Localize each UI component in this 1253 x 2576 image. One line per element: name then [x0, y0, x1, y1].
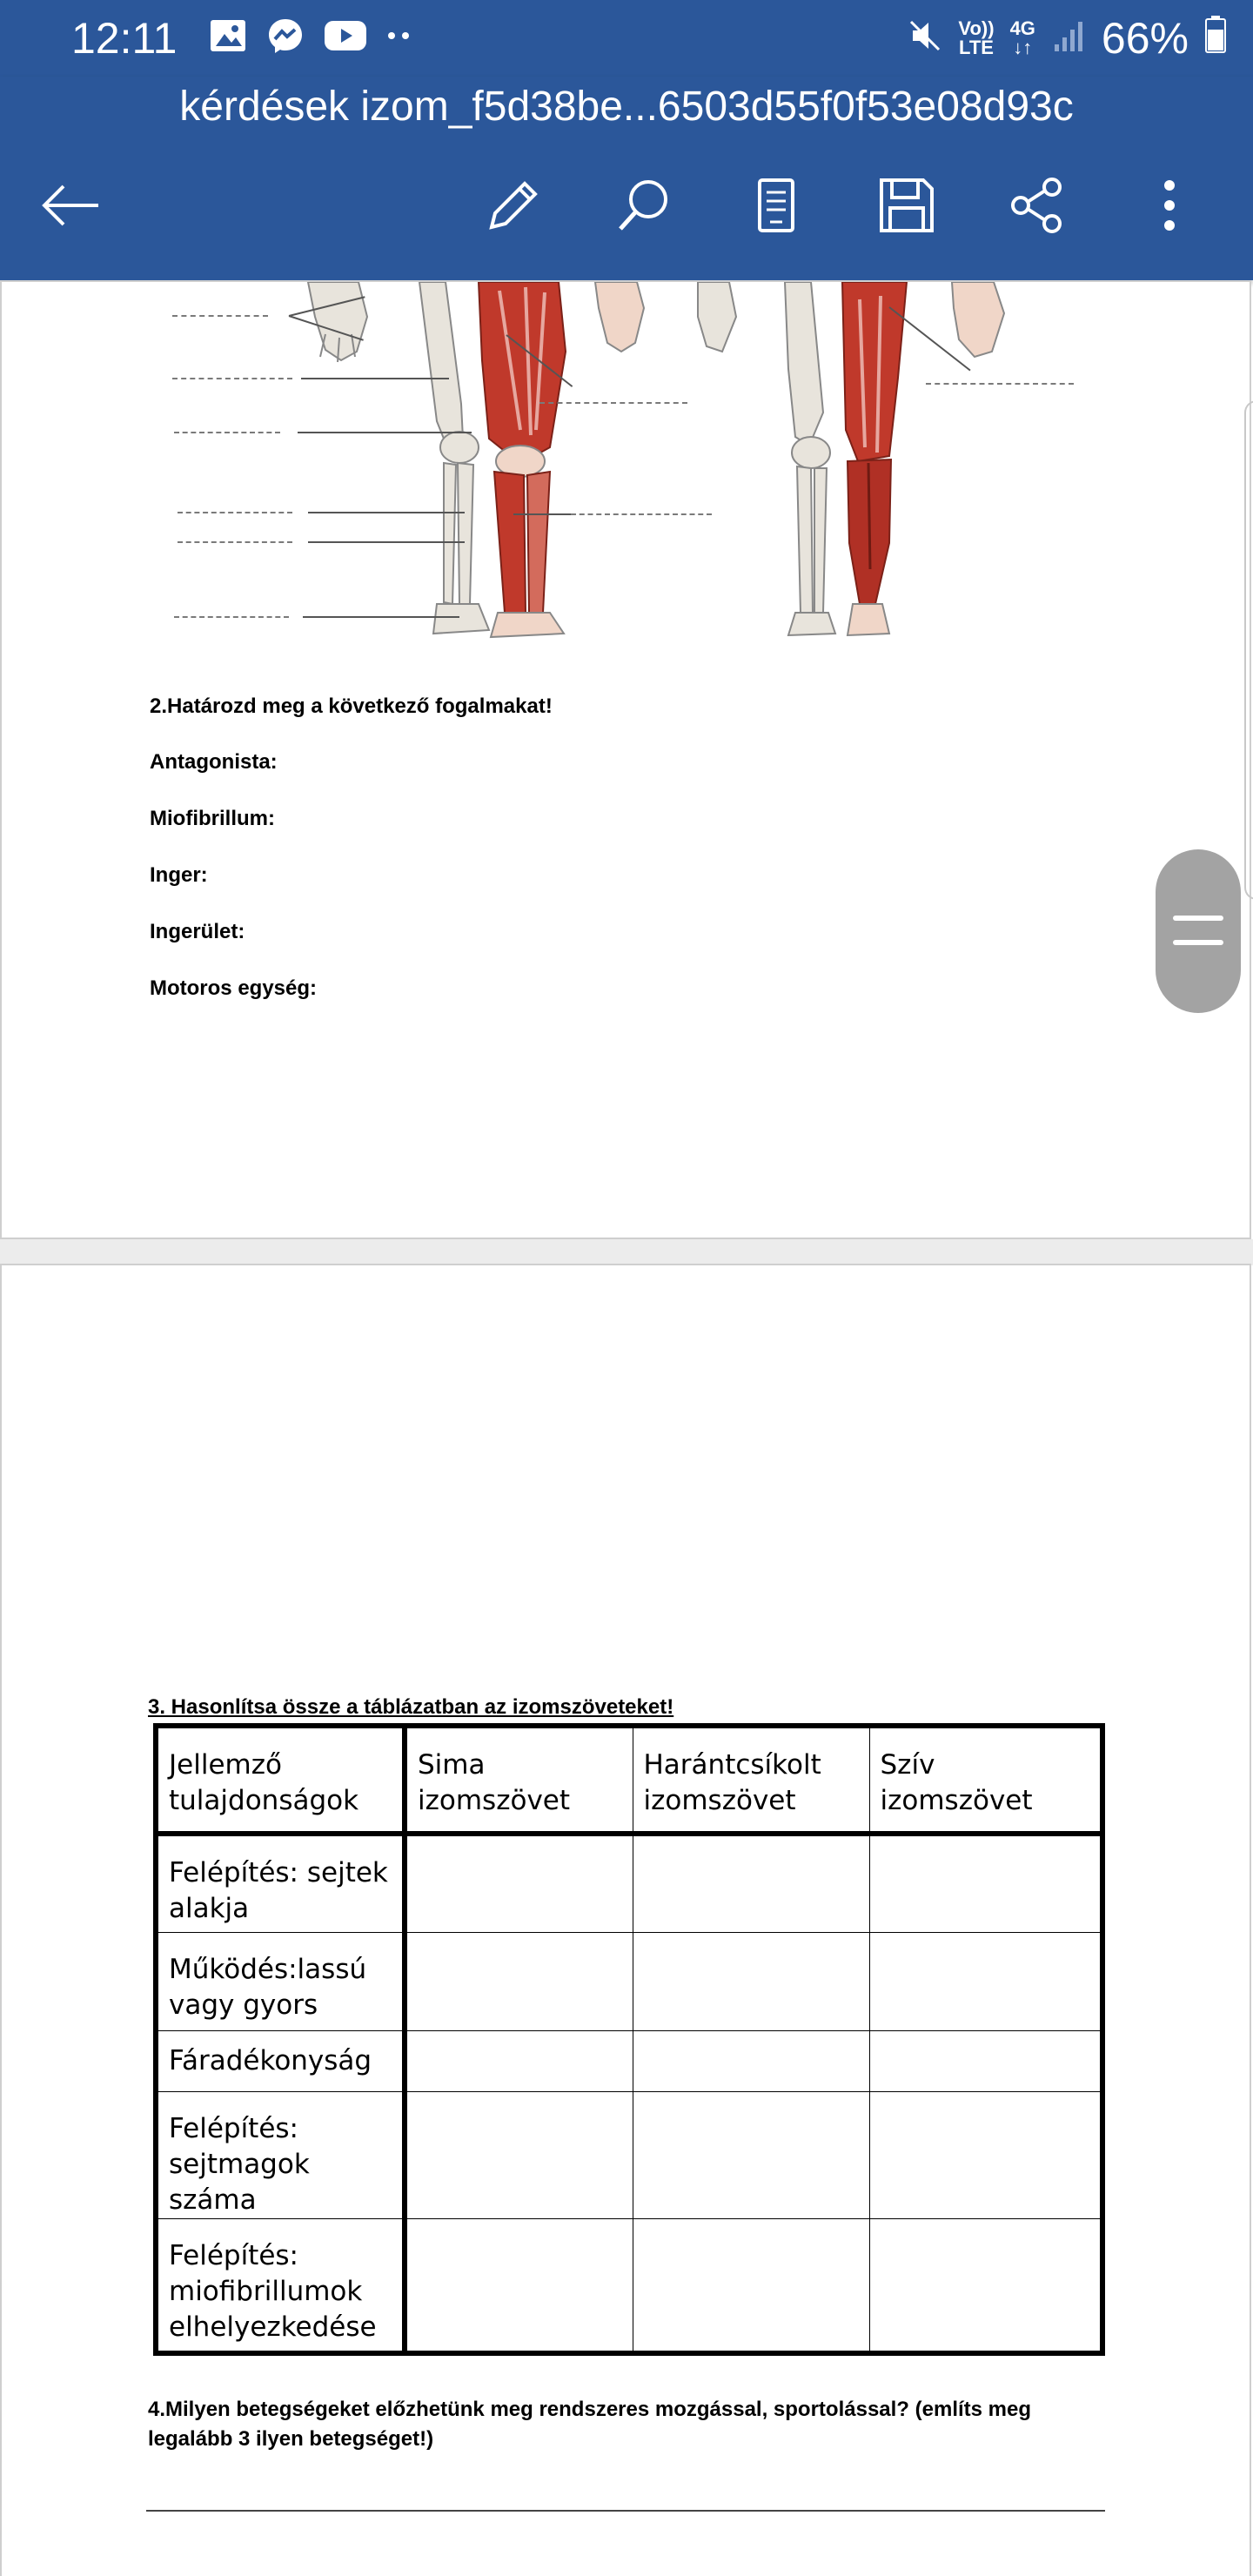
- empty-cell[interactable]: [405, 2091, 633, 2218]
- more-options-button[interactable]: [1135, 171, 1204, 240]
- question-3-title: 3. Hasonlítsa össze a táblázatban az izomszöveteket!: [148, 1695, 674, 1719]
- battery-icon: [1204, 13, 1227, 64]
- question-2-title: 2.Határozd meg a következő fogalmakat!: [150, 694, 553, 718]
- scroll-thumb[interactable]: [1156, 849, 1241, 1013]
- label-blank: [174, 616, 289, 618]
- empty-cell[interactable]: [869, 1932, 1102, 2030]
- table-header-cell: Harántcsíkolt izomszövet: [633, 1726, 869, 1834]
- table-row: [156, 2091, 1102, 2218]
- reading-view-button[interactable]: [741, 171, 811, 240]
- document-title: kérdések izom_f5d38be...6503d55f0f53e08d93c: [179, 84, 1074, 130]
- document-page-1: [0, 280, 1251, 1239]
- gallery-icon: [209, 18, 247, 57]
- youtube-icon: [324, 19, 367, 57]
- question-4-title: 4.Milyen betegségeket előzhetünk meg rendszeres mozgással, sportolással? (említs meg legalább 3 ilyen betegséget!): [148, 2398, 1032, 2451]
- label-blank: [178, 541, 292, 543]
- term-antagonista: Antagonista:: [150, 750, 278, 774]
- volte-icon: Vo)) LTE: [958, 17, 995, 58]
- search-icon: [615, 177, 673, 234]
- label-blank: [172, 315, 268, 317]
- empty-cell[interactable]: [869, 2030, 1102, 2091]
- empty-cell[interactable]: [633, 1834, 869, 1932]
- battery-percent: 66%: [1101, 14, 1189, 63]
- table-header-cell: Jellemző tulajdonságok: [156, 1726, 405, 1834]
- back-arrow-icon: [41, 184, 102, 227]
- empty-cell[interactable]: [633, 2030, 869, 2091]
- table-header-row: [156, 1726, 1102, 1834]
- empty-cell[interactable]: [405, 1932, 633, 2030]
- empty-cell[interactable]: [405, 2030, 633, 2091]
- label-blank: [178, 512, 292, 513]
- row-label-cell: Működés:lassú vagy gyors: [156, 1932, 405, 2030]
- empty-cell[interactable]: [405, 2218, 633, 2353]
- save-icon: [878, 177, 935, 234]
- network-type-icon: 4G ↓↑: [1009, 17, 1035, 58]
- row-label-cell: Felépítés: sejtmagok száma: [156, 2091, 405, 2218]
- share-icon: [1008, 177, 1066, 234]
- search-button[interactable]: [609, 171, 679, 240]
- more-vertical-icon: [1161, 177, 1178, 234]
- term-motoros-egyseg: Motoros egység:: [150, 976, 318, 1000]
- label-blank: [571, 513, 712, 515]
- table-header-cell: Sima izomszövet: [405, 1726, 633, 1834]
- clock: 12:11: [71, 14, 178, 63]
- more-dots-icon: [386, 30, 412, 45]
- label-blank: [539, 402, 687, 404]
- term-inger: Inger:: [150, 863, 208, 887]
- save-button[interactable]: [872, 171, 941, 240]
- empty-cell[interactable]: [869, 2091, 1102, 2218]
- signal-icon: [1051, 13, 1086, 64]
- row-label-cell: Felépítés: miofibrillumok elhelyezkedése: [156, 2218, 405, 2353]
- empty-cell[interactable]: [405, 1834, 633, 1932]
- table-header-cell: Szív izomszövet: [869, 1726, 1102, 1834]
- messenger-icon: [266, 17, 305, 59]
- edit-button[interactable]: [479, 171, 548, 240]
- empty-cell[interactable]: [633, 1932, 869, 2030]
- answer-line[interactable]: [146, 2510, 1105, 2512]
- page-gap: [0, 1239, 1253, 1265]
- table-row: [156, 2218, 1102, 2353]
- empty-cell[interactable]: [633, 2218, 869, 2353]
- term-ingerulet: Ingerület:: [150, 920, 245, 943]
- app-bar: [0, 77, 1253, 280]
- label-blank: [172, 378, 292, 379]
- table-row: [156, 1932, 1102, 2030]
- reading-view-icon: [754, 177, 798, 234]
- share-button[interactable]: [1002, 171, 1072, 240]
- row-label-cell: Fáradékonyság: [156, 2030, 405, 2091]
- label-blank: [926, 383, 1074, 385]
- edit-pencil-icon: [485, 177, 542, 234]
- comparison-table: [153, 1723, 1105, 2356]
- mute-icon: [908, 13, 942, 64]
- muscle-diagram-image: [2, 282, 1251, 647]
- table-row: [156, 2030, 1102, 2091]
- status-bar: [0, 0, 1253, 77]
- empty-cell[interactable]: [869, 2218, 1102, 2353]
- empty-cell[interactable]: [869, 1834, 1102, 1932]
- row-label-cell: Felépítés: sejtek alakja: [156, 1834, 405, 1932]
- empty-cell[interactable]: [633, 2091, 869, 2218]
- side-panel-tab[interactable]: [1244, 400, 1253, 900]
- term-miofibrillum: Miofibrillum:: [150, 807, 275, 830]
- label-blank: [174, 432, 280, 433]
- table-row: [156, 1834, 1102, 1932]
- back-button[interactable]: [37, 171, 106, 240]
